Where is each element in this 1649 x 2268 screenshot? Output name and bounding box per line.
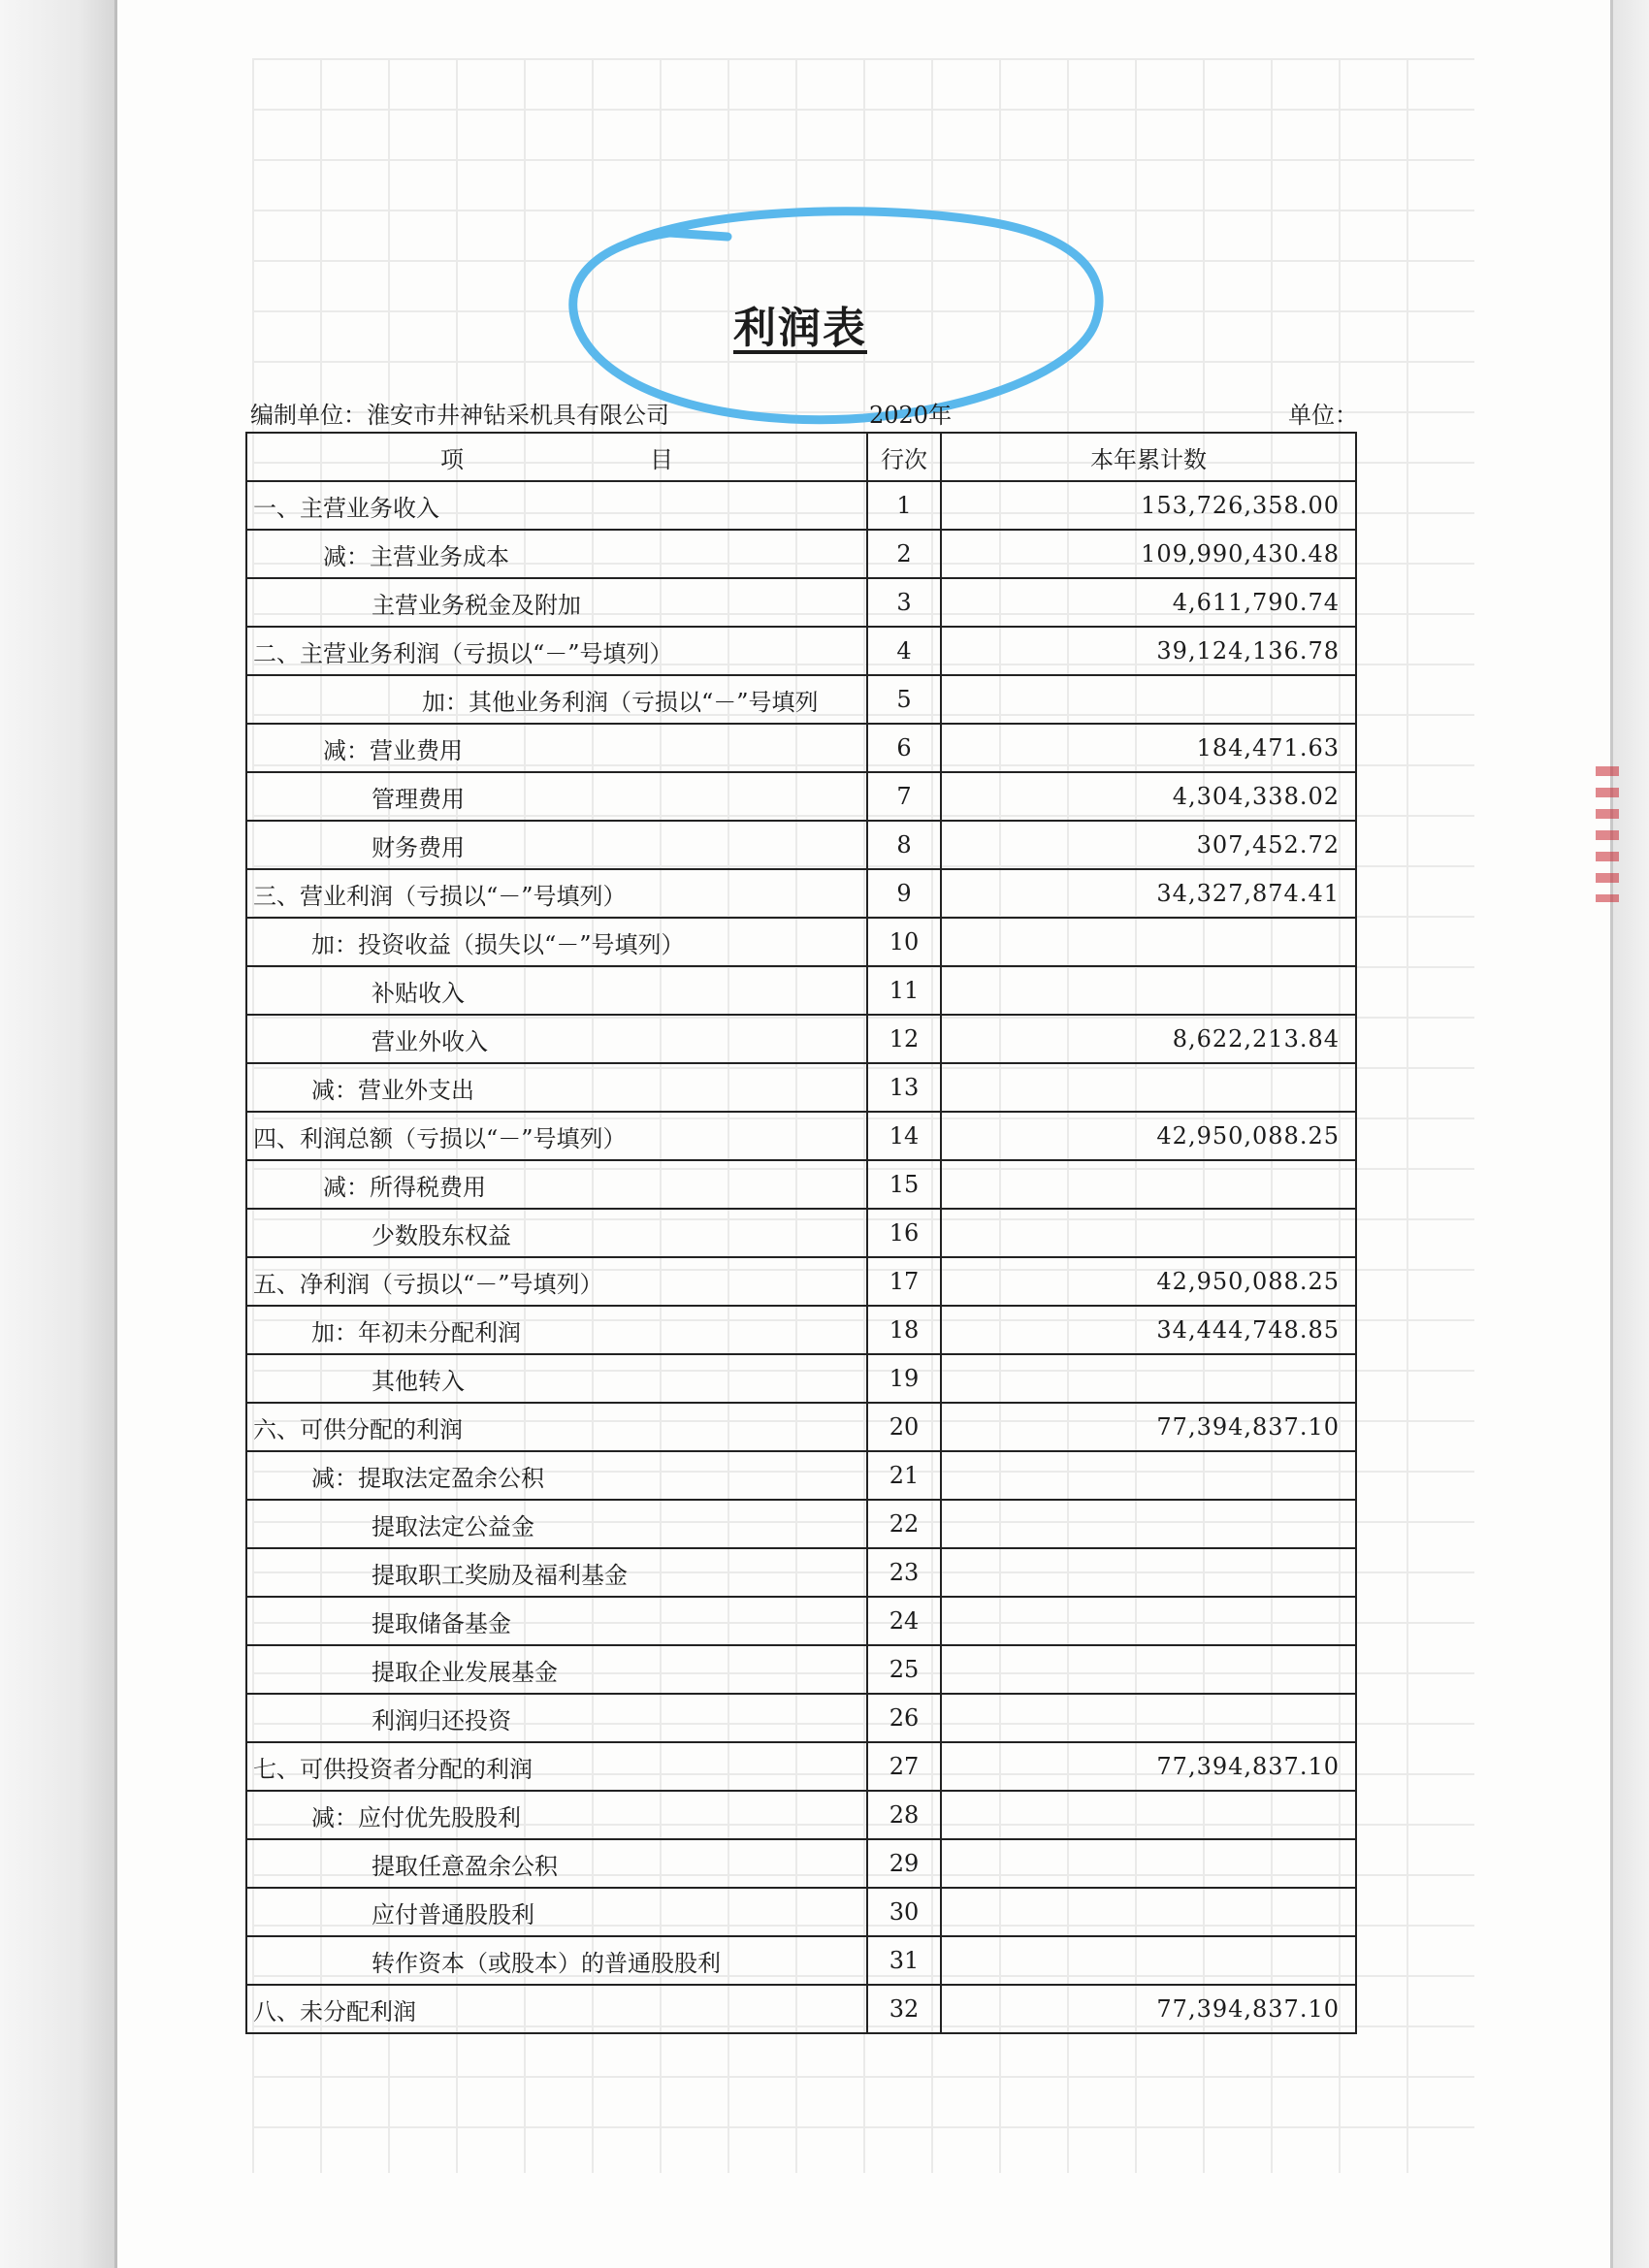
- income-statement-table: [245, 432, 1357, 2034]
- table-row: [246, 1063, 1356, 1112]
- row-line-number: 13: [867, 1063, 941, 1112]
- row-amount: 77,394,837.10: [941, 1742, 1356, 1791]
- page-right-edge: [1610, 0, 1613, 2268]
- row-item-label: 营业外收入: [246, 1015, 867, 1063]
- row-amount: 4,611,790.74: [941, 578, 1356, 627]
- row-line-number: 32: [867, 1985, 941, 2033]
- row-line-number: 8: [867, 821, 941, 869]
- row-line-number: 21: [867, 1451, 941, 1500]
- report-year: 2020年: [869, 402, 953, 429]
- row-item-label: 提取储备基金: [246, 1597, 867, 1645]
- row-item-label: 八、未分配利润: [246, 1985, 867, 2033]
- row-item-label: 其他转入: [246, 1354, 867, 1403]
- row-line-number: 14: [867, 1112, 941, 1160]
- row-item-label: 提取任意盈余公积: [246, 1839, 867, 1888]
- row-amount: 184,471.63: [941, 724, 1356, 772]
- row-amount: 8,622,213.84: [941, 1015, 1356, 1063]
- table-row: [246, 1597, 1356, 1645]
- row-line-number: 1: [867, 481, 941, 530]
- row-line-number: 15: [867, 1160, 941, 1209]
- scan-right-margin: [1610, 0, 1649, 2268]
- row-item-label: 减：营业外支出: [246, 1063, 867, 1112]
- document-title: 利润表: [733, 304, 867, 353]
- row-amount: 34,327,874.41: [941, 869, 1356, 918]
- row-amount: [941, 1160, 1356, 1209]
- row-item-label: 加：年初未分配利润: [246, 1306, 867, 1354]
- row-line-number: 9: [867, 869, 941, 918]
- currency-unit-label: 单位：: [1288, 402, 1358, 429]
- row-item-label: 四、利润总额（亏损以“－”号填列）: [246, 1112, 867, 1160]
- table-row: [246, 1791, 1356, 1839]
- row-line-number: 29: [867, 1839, 941, 1888]
- table-row: [246, 1160, 1356, 1209]
- row-amount: [941, 1209, 1356, 1257]
- row-amount: 307,452.72: [941, 821, 1356, 869]
- table-row: [246, 1112, 1356, 1160]
- row-item-label: 财务费用: [246, 821, 867, 869]
- row-amount: [941, 1839, 1356, 1888]
- table-row: [246, 1742, 1356, 1791]
- table-row: [246, 918, 1356, 966]
- row-line-number: 26: [867, 1694, 941, 1742]
- row-line-number: 30: [867, 1888, 941, 1936]
- row-item-label: 提取企业发展基金: [246, 1645, 867, 1694]
- table-row: [246, 724, 1356, 772]
- row-amount: 153,726,358.00: [941, 481, 1356, 530]
- row-item-label: 减：营业费用: [246, 724, 867, 772]
- table-row: [246, 869, 1356, 918]
- row-amount: 34,444,748.85: [941, 1306, 1356, 1354]
- row-amount: [941, 1645, 1356, 1694]
- table-row: [246, 1015, 1356, 1063]
- row-line-number: 4: [867, 627, 941, 675]
- row-line-number: 22: [867, 1500, 941, 1548]
- row-line-number: 25: [867, 1645, 941, 1694]
- row-amount: 4,304,338.02: [941, 772, 1356, 821]
- table-row: [246, 1888, 1356, 1936]
- row-line-number: 2: [867, 530, 941, 578]
- table-row: [246, 1985, 1356, 2033]
- row-item-label: 管理费用: [246, 772, 867, 821]
- table-row: [246, 821, 1356, 869]
- header-item: 项 目: [246, 433, 867, 481]
- table-row: [246, 1839, 1356, 1888]
- row-line-number: 23: [867, 1548, 941, 1597]
- row-item-label: 转作资本（或股本）的普通股股利: [246, 1936, 867, 1985]
- row-amount: 39,124,136.78: [941, 627, 1356, 675]
- row-line-number: 11: [867, 966, 941, 1015]
- table-header-row: [246, 433, 1356, 481]
- row-line-number: 18: [867, 1306, 941, 1354]
- table-row: [246, 1548, 1356, 1597]
- row-line-number: 12: [867, 1015, 941, 1063]
- red-stamp-fragment: [1596, 766, 1619, 902]
- row-line-number: 27: [867, 1742, 941, 1791]
- row-item-label: 六、可供分配的利润: [246, 1403, 867, 1451]
- table-row: [246, 627, 1356, 675]
- row-amount: 42,950,088.25: [941, 1257, 1356, 1306]
- row-item-label: 七、可供投资者分配的利润: [246, 1742, 867, 1791]
- row-item-label: 利润归还投资: [246, 1694, 867, 1742]
- row-amount: [941, 966, 1356, 1015]
- row-amount: [941, 918, 1356, 966]
- header-amount: 本年累计数: [941, 433, 1356, 481]
- row-line-number: 5: [867, 675, 941, 724]
- row-amount: 77,394,837.10: [941, 1985, 1356, 2033]
- row-item-label: 提取法定公益金: [246, 1500, 867, 1548]
- row-amount: [941, 1451, 1356, 1500]
- table-row: [246, 966, 1356, 1015]
- row-item-label: 三、营业利润（亏损以“－”号填列）: [246, 869, 867, 918]
- row-line-number: 17: [867, 1257, 941, 1306]
- table-row: [246, 1694, 1356, 1742]
- table-row: [246, 1209, 1356, 1257]
- row-item-label: 减：所得税费用: [246, 1160, 867, 1209]
- row-item-label: 加：投资收益（损失以“－”号填列）: [246, 918, 867, 966]
- table-row: [246, 1403, 1356, 1451]
- table-row: [246, 1306, 1356, 1354]
- row-item-label: 五、净利润（亏损以“－”号填列）: [246, 1257, 867, 1306]
- row-amount: [941, 1888, 1356, 1936]
- row-item-label: 一、主营业务收入: [246, 481, 867, 530]
- row-line-number: 10: [867, 918, 941, 966]
- row-line-number: 3: [867, 578, 941, 627]
- table-row: [246, 1936, 1356, 1985]
- row-line-number: 16: [867, 1209, 941, 1257]
- row-item-label: 减：主营业务成本: [246, 530, 867, 578]
- row-amount: [941, 1548, 1356, 1597]
- table-row: [246, 1451, 1356, 1500]
- table-row: [246, 481, 1356, 530]
- table-row: [246, 1354, 1356, 1403]
- row-item-label: 提取职工奖励及福利基金: [246, 1548, 867, 1597]
- row-item-label: 加：其他业务利润（亏损以“－”号填列: [246, 675, 867, 724]
- row-item-label: 减：提取法定盈余公积: [246, 1451, 867, 1500]
- row-amount: [941, 1597, 1356, 1645]
- row-amount: [941, 1936, 1356, 1985]
- row-amount: [941, 1354, 1356, 1403]
- table-row: [246, 1257, 1356, 1306]
- table-row: [246, 530, 1356, 578]
- row-line-number: 24: [867, 1597, 941, 1645]
- table-row: [246, 578, 1356, 627]
- row-line-number: 31: [867, 1936, 941, 1985]
- row-amount: [941, 1063, 1356, 1112]
- table-row: [246, 1500, 1356, 1548]
- row-line-number: 28: [867, 1791, 941, 1839]
- row-line-number: 20: [867, 1403, 941, 1451]
- row-line-number: 6: [867, 724, 941, 772]
- row-amount: 42,950,088.25: [941, 1112, 1356, 1160]
- preparing-unit: 编制单位：淮安市井神钻采机具有限公司: [250, 402, 669, 429]
- row-amount: [941, 1500, 1356, 1548]
- row-line-number: 7: [867, 772, 941, 821]
- row-item-label: 应付普通股股利: [246, 1888, 867, 1936]
- row-line-number: 19: [867, 1354, 941, 1403]
- row-amount: [941, 1791, 1356, 1839]
- row-item-label: 减：应付优先股股利: [246, 1791, 867, 1839]
- row-amount: 109,990,430.48: [941, 530, 1356, 578]
- header-line-no: 行次: [867, 433, 941, 481]
- row-item-label: 少数股东权益: [246, 1209, 867, 1257]
- row-item-label: 主营业务税金及附加: [246, 578, 867, 627]
- table-row: [246, 675, 1356, 724]
- row-amount: [941, 1694, 1356, 1742]
- row-amount: 77,394,837.10: [941, 1403, 1356, 1451]
- table-row: [246, 772, 1356, 821]
- row-item-label: 补贴收入: [246, 966, 867, 1015]
- table-row: [246, 1645, 1356, 1694]
- row-amount: [941, 675, 1356, 724]
- row-item-label: 二、主营业务利润（亏损以“－”号填列）: [246, 627, 867, 675]
